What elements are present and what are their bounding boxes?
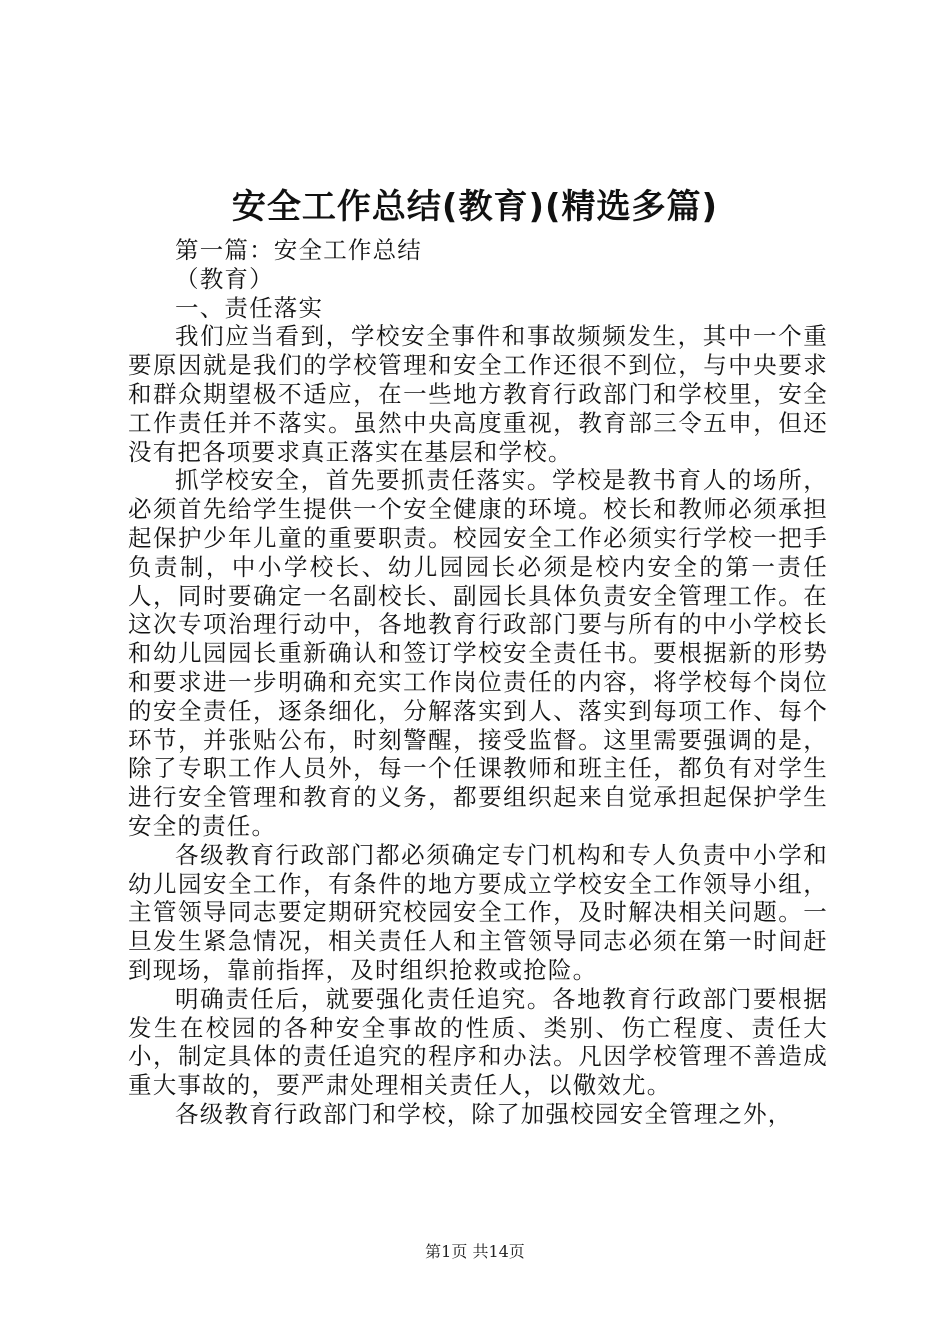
subsection-heading: 一、责任落实 bbox=[175, 293, 324, 322]
body-paragraph: 明确责任后，就要强化责任追究。各地教育行政部门要根据发生在校园的各种安全事故的性质、类别、伤亡程度、责任大小，制定具体的责任追究的程序和办法。凡因学校管理不善造成重大事故的，要严肃处理相关责任人，以儆效尤。 bbox=[128, 984, 828, 1100]
body-paragraph: 抓学校安全，首先要抓责任落实。学校是教书育人的场所，必须首先给学生提供一个安全健康的环境。校长和教师必须承担起保护少年儿童的重要职责。校园安全工作必须实行学校一把手负责制，中小学校长、幼儿园园长必须是校内安全的第一责任人，同时要确定一名副校长、副园长具体负责安全管理工作。在这次专项治理行动中，各地教育行政部门要与所有的中小学校长和幼儿园园长重新确认和签订学校安全责任书。要根据新的形势和要求进一步明确和充实工作岗位责任的内容，将学校每个岗位的安全责任，逐条细化，分解落实到人、落实到每项工作、每个环节，并张贴公布，时刻警醒，接受监督。这里需要强调的是，除了专职工作人员外，每一个任课教师和班主任，都负有对学生进行安全管理和教育的义务，都要组织起来自觉承担起保护学生安全的责任。 bbox=[128, 466, 828, 840]
body-paragraph: 各级教育行政部门都必须确定专门机构和专人负责中小学和幼儿园安全工作，有条件的地方要成立学校安全工作领导小组，主管领导同志要定期研究校园安全工作，及时解决相关问题。一旦发生紧急情况，相关责任人和主管领导同志必须在第一时间赶到现场，靠前指挥，及时组织抢救或抢险。 bbox=[128, 840, 828, 984]
body-paragraph: 我们应当看到，学校安全事件和事故频频发生，其中一个重要原因就是我们的学校管理和安全工作还很不到位，与中央要求和群众期望极不适应，在一些地方教育行政部门和学校里，安全工作责任并不落实。虽然中央高度重视，教育部三令五申，但还没有把各项要求真正落实在基层和学校。 bbox=[128, 322, 828, 466]
document-body bbox=[128, 236, 828, 1129]
section-subheading: （教育） bbox=[175, 264, 274, 293]
body-paragraph: 各级教育行政部门和学校，除了加强校园安全管理之外， bbox=[175, 1099, 793, 1128]
section-heading: 第一篇：安全工作总结 bbox=[175, 236, 422, 264]
page-number-footer: 第1页 共14页 bbox=[425, 1242, 525, 1261]
document-title: 安全工作总结(教育)(精选多篇) bbox=[231, 187, 719, 227]
